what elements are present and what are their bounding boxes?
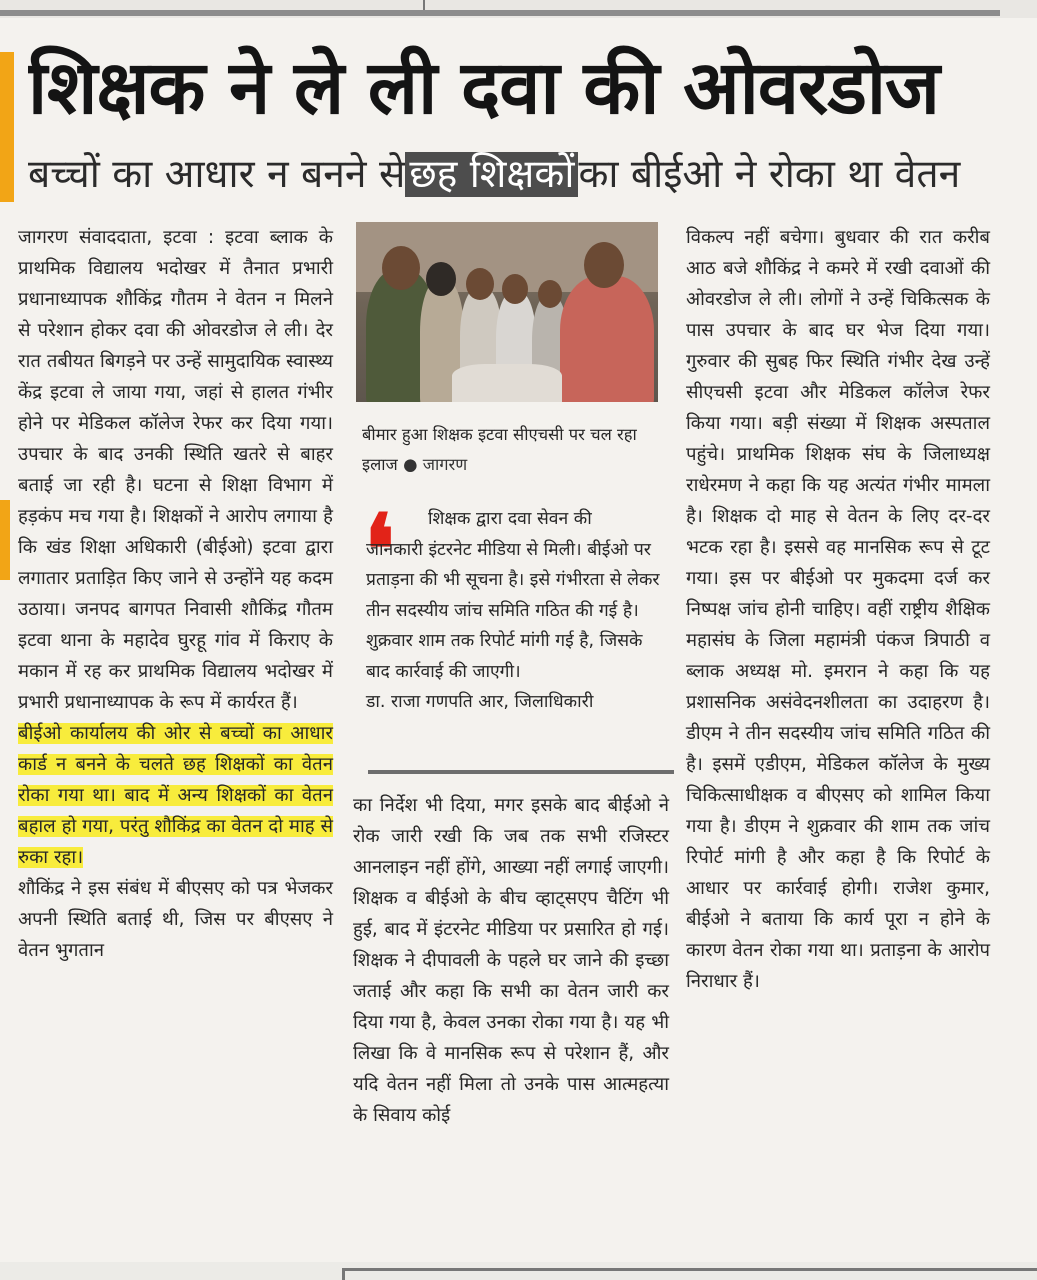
column1-highlighted-paragraph: बीईओ कार्यालय की ओर से बच्चों का आधार कार्ड न बनने के चलते छह शिक्षकों का वेतन रोका गया था। बाद में अन्य शिक्षकों का वेतन बहाल हो गया, परंतु शौकिंद्र का वेतन दो माह से रुका रहा। [18,723,333,868]
quote-text: जानकारी इंटरनेट मीडिया से मिली। बीईओ पर प्रताड़ना की भी सूचना है। इसे गंभीरता से लेकर तीन सदस्यीय जांच समिति गठित की गई है। शुक्रवार शाम तक रिपोर्ट मांगी गई है, जिसके बाद कार्रवाई की जाएगी। [366,539,660,682]
top-rule [0,10,1000,16]
article-column-2 [353,790,669,1131]
article-column-1 [18,222,333,966]
photo-person-1-head [382,246,420,290]
bottom-tick [342,1268,345,1280]
photo-person-6 [560,276,654,402]
quote-mark-icon: ❛ [364,493,395,606]
photo-person-2-head [426,262,456,296]
photo-patient [452,364,562,402]
column1-paragraph-1: जागरण संवाददाता, इटवा : इटवा ब्लाक के प्राथमिक विद्यालय भदोखर में तैनात प्रभारी प्रधानाध्यापक शौकिंद्र गौतम ने वेतन न मिलने से परेशान होकर दवा की ओवरडोज ले ली। देर रात तबीयत बिगड़ने पर उन्हें सामुदायिक स्वास्थ्य केंद्र इटवा ले जाया गया, जहां से हालत गंभीर होने पर मेडिकल कॉलेज रेफर कर दिया गया। उपचार के बाद उनकी स्थिति खतरे से बाहर बताई जा रही है। घटना से शिक्षा विभाग में हड़कंप मच गया है। शिक्षकों ने आरोप लगाया है कि खंड शिक्षा अधिकारी (बीईओ) इटवा द्वारा लगातार प्रताड़ित किए जाने से उन्होंने यह कदम उठाया। जनपद बागपत निवासी शौकिंद्र गौतम इटवा थाना के महादेव घुरहू गांव में किराए के मकान में रह कर प्राथमिक विद्यालय भदोखर में प्रभारी प्रधानाध्यापक के रूप में कार्यरत हैं। [18,227,333,713]
subheadline [28,146,1018,204]
headline: शिक्षक ने ले ली दवा की ओवरडोज [28,45,939,131]
photo-caption [362,420,662,480]
quote-first-line: शिक्षक द्वारा दवा सेवन की [428,509,592,529]
subheadline-after: का बीईओ ने रोका था वेतन [578,152,961,197]
article-column-3 [686,222,990,997]
column3-text: विकल्प नहीं बचेगा। बुधवार की रात करीब आठ बजे शौकिंद्र ने कमरे में रखी दवाओं की ओवरडोज ले ली। लोगों ने उन्हें चिकित्सक के पास उपचार के बाद घर भेज दिया गया। गुरुवार की सुबह फिर स्थिति गंभीर देख उन्हें सीएचसी इटवा और मेडिकल कॉलेज रेफर किया गया। बड़ी संख्या में शिक्षक अस्पताल पहुंचे। प्राथमिक शिक्षक संघ के जिलाध्यक्ष राधेरमण ने कहा कि यह अत्यंत गंभीर मामला है। शिक्षक दो माह से वेतन के लिए दर-दर भटक रहा है। इससे वह मानसिक रूप से टूट गया। इस पर बीईओ पर मुकदमा दर्ज कर निष्पक्ष जांच होनी चाहिए। वहीं राष्ट्रीय शैक्षिक महासंघ के जिला महामंत्री पंकज त्रिपाठी व ब्लाक अध्यक्ष मो. इमरान ने कहा कि यह प्रशासनिक असंवेदनशीलता का उदाहरण है। डीएम ने तीन सदस्यीय जांच समिति गठित की है। इसमें एडीएम, मेडिकल कॉलेज के मुख्य चिकित्साधीक्षक व बीएसए को शामिल किया गया है। डीएम ने शुक्रवार की शाम तक जांच रिपोर्ट मांगी है और कहा है कि रिपोर्ट के आधार पर कार्रवाई होगी। राजेश कुमार, बीईओ ने बताया कि कार्य पूरा न होने के कारण वेतन रोका गया था। प्रताड़ना के आरोप निराधार हैं। [686,227,990,992]
column2-text: का निर्देश भी दिया, मगर इसके बाद बीईओ ने रोक जारी रखी कि जब तक सभी रजिस्टर आनलाइन नहीं होंगे, आख्या नहीं लगाई जाएगी। शिक्षक व बीईओ के बीच व्हाट्सएप चैटिंग भी हुई, बाद में इंटरनेट मीडिया पर प्रसारित हो गई। शिक्षक ने दीपावली के पहले घर जाने की इच्छा जताई और कहा कि सभी का वेतन जारी कर दिया गया है, केवल उनका रोका गया है। यह भी लिखा कि वे मानसिक रूप से परेशान हैं, और यदि वेतन नहीं मिला तो उनके पास आत्महत्या के सिवाय कोई [353,795,669,1126]
photo-credit: ● जागरण [403,455,468,474]
photo-person-5-head [538,280,562,308]
column1-paragraph-3: शौकिंद्र ने इस संबंध में बीएसए को पत्र भेजकर अपनी स्थिति बताई थी, जिस पर बीएसए ने वेतन भुगतान [18,878,333,961]
quote-divider [368,770,674,774]
top-tick [423,0,425,10]
quote-attribution: डा. राजा गणपति आर, जिलाधिकारी [366,692,594,712]
photo-caption-text: बीमार हुआ शिक्षक इटवा सीएचसी पर चल रहा इलाज [362,425,637,474]
photo-person-6-head [584,242,624,288]
side-accent-bar [0,500,10,580]
subheadline-before: बच्चों का आधार न बनने से [28,152,406,197]
news-photo [356,222,658,402]
official-quote [366,504,662,718]
subheadline-highlight: छह शिक्षकों [405,152,578,197]
bottom-border [0,1262,1037,1280]
headline-accent-bar [0,52,14,202]
bottom-rule [342,1268,1037,1271]
photo-person-4-head [502,274,528,304]
photo-person-3-head [466,268,494,300]
top-border [0,0,1037,18]
